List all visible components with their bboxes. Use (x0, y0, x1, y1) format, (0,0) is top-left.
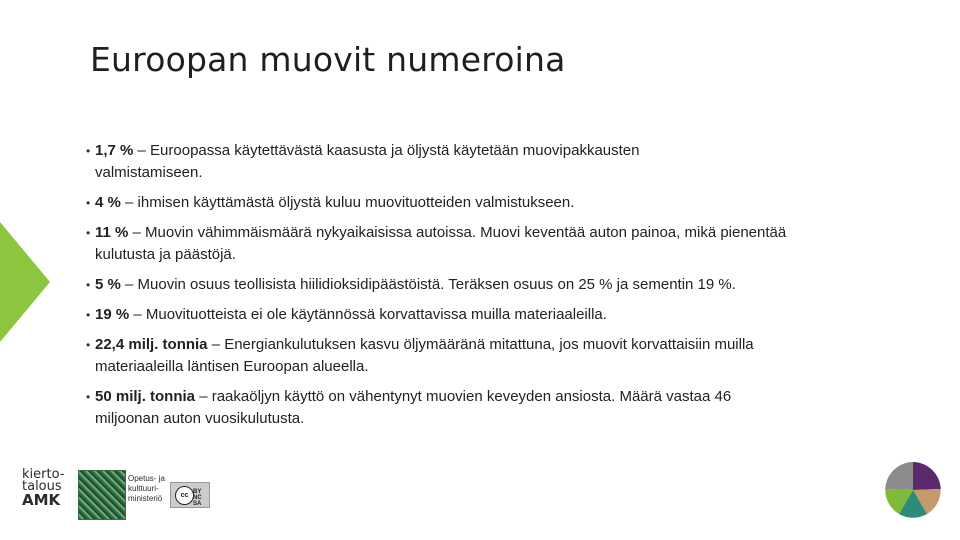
bullet-item (84, 386, 914, 430)
bullet-text: – ihmisen käyttämästä öljystä kuluu muovituotteiden valmistukseen. (120, 194, 575, 211)
bullet-text: – Muovin vähimmäismäärä nykyaikaisissa autoissa. Muovi keventää auton painoa, mikä pienentää (128, 224, 787, 241)
bullet-list (84, 140, 914, 430)
bullet-value: 4 % (95, 194, 121, 211)
bullet-value: 50 milj. tonnia (95, 388, 196, 405)
footer-logos (20, 468, 380, 522)
bullet-icon: • (86, 226, 91, 240)
pie-slice-purple (913, 462, 941, 490)
bullet-text: – Euroopassa käytettävästä kaasusta ja öljystä käytetään muovipakkausten (133, 142, 640, 159)
bullet-icon: • (86, 308, 91, 322)
logo-text: AMK (22, 491, 61, 509)
bullet-item (84, 334, 914, 378)
bullet-icon: • (86, 144, 91, 158)
bullet-text-continued: valmistamiseen. (95, 164, 203, 181)
bullet-icon: • (86, 278, 91, 292)
bullet-icon: • (86, 390, 91, 404)
logo-text: talous (22, 479, 62, 494)
cc-symbol: cc (175, 486, 194, 505)
bullet-item (84, 192, 914, 214)
bullet-text-continued: miljoonan auton vuosikulutusta. (95, 410, 305, 427)
bullet-text-continued: kulutusta ja päästöjä. (95, 246, 236, 263)
pie-slice-gray (885, 462, 913, 490)
bullet-item (84, 274, 914, 296)
bullet-text-continued: materiaaleilla läntisen Euroopan alueella. (95, 358, 369, 375)
kiertotalous-amk-logo (20, 468, 70, 518)
bullet-value: 19 % (95, 306, 130, 323)
cc-license-label: BY NC SA (193, 489, 202, 507)
slide-title: Euroopan muovit numeroina (90, 40, 566, 79)
bullet-item (84, 222, 914, 266)
ministry-logo-text: Opetus- ja kulttuuri- ministeriö (128, 474, 165, 503)
bullet-value: 1,7 % (95, 142, 134, 159)
bullet-value: 22,4 milj. tonnia (95, 336, 208, 353)
bullet-text: – Muovituotteista ei ole käytännössä korvattavissa muilla materiaaleilla. (129, 306, 607, 323)
logo-text: kierto- (22, 467, 65, 482)
bullet-icon: • (86, 338, 91, 352)
bullet-text: – Energiankulutuksen kasvu öljymääränä mitattuna, jos muovit korvattaisiin muilla (207, 336, 754, 353)
bullet-text: – Muovin osuus teollisista hiilidioksidipäästöistä. Teräksen osuus on 25 % ja sementin 19 %. (120, 276, 736, 293)
bullet-item (84, 140, 914, 184)
creative-commons-badge-icon (170, 482, 210, 508)
bullet-item (84, 304, 914, 326)
bullet-icon: • (86, 196, 91, 210)
bullet-value: 11 % (95, 224, 129, 241)
bullet-value: 5 % (95, 276, 121, 293)
green-accent-triangle (0, 222, 50, 342)
bullet-text: – raakaöljyn käyttö on vähentynyt muovien keveyden ansiosta. Määrä vastaa 46 (195, 388, 732, 405)
decorative-pie-icon (883, 460, 943, 520)
ministry-logo-icon (78, 470, 126, 520)
